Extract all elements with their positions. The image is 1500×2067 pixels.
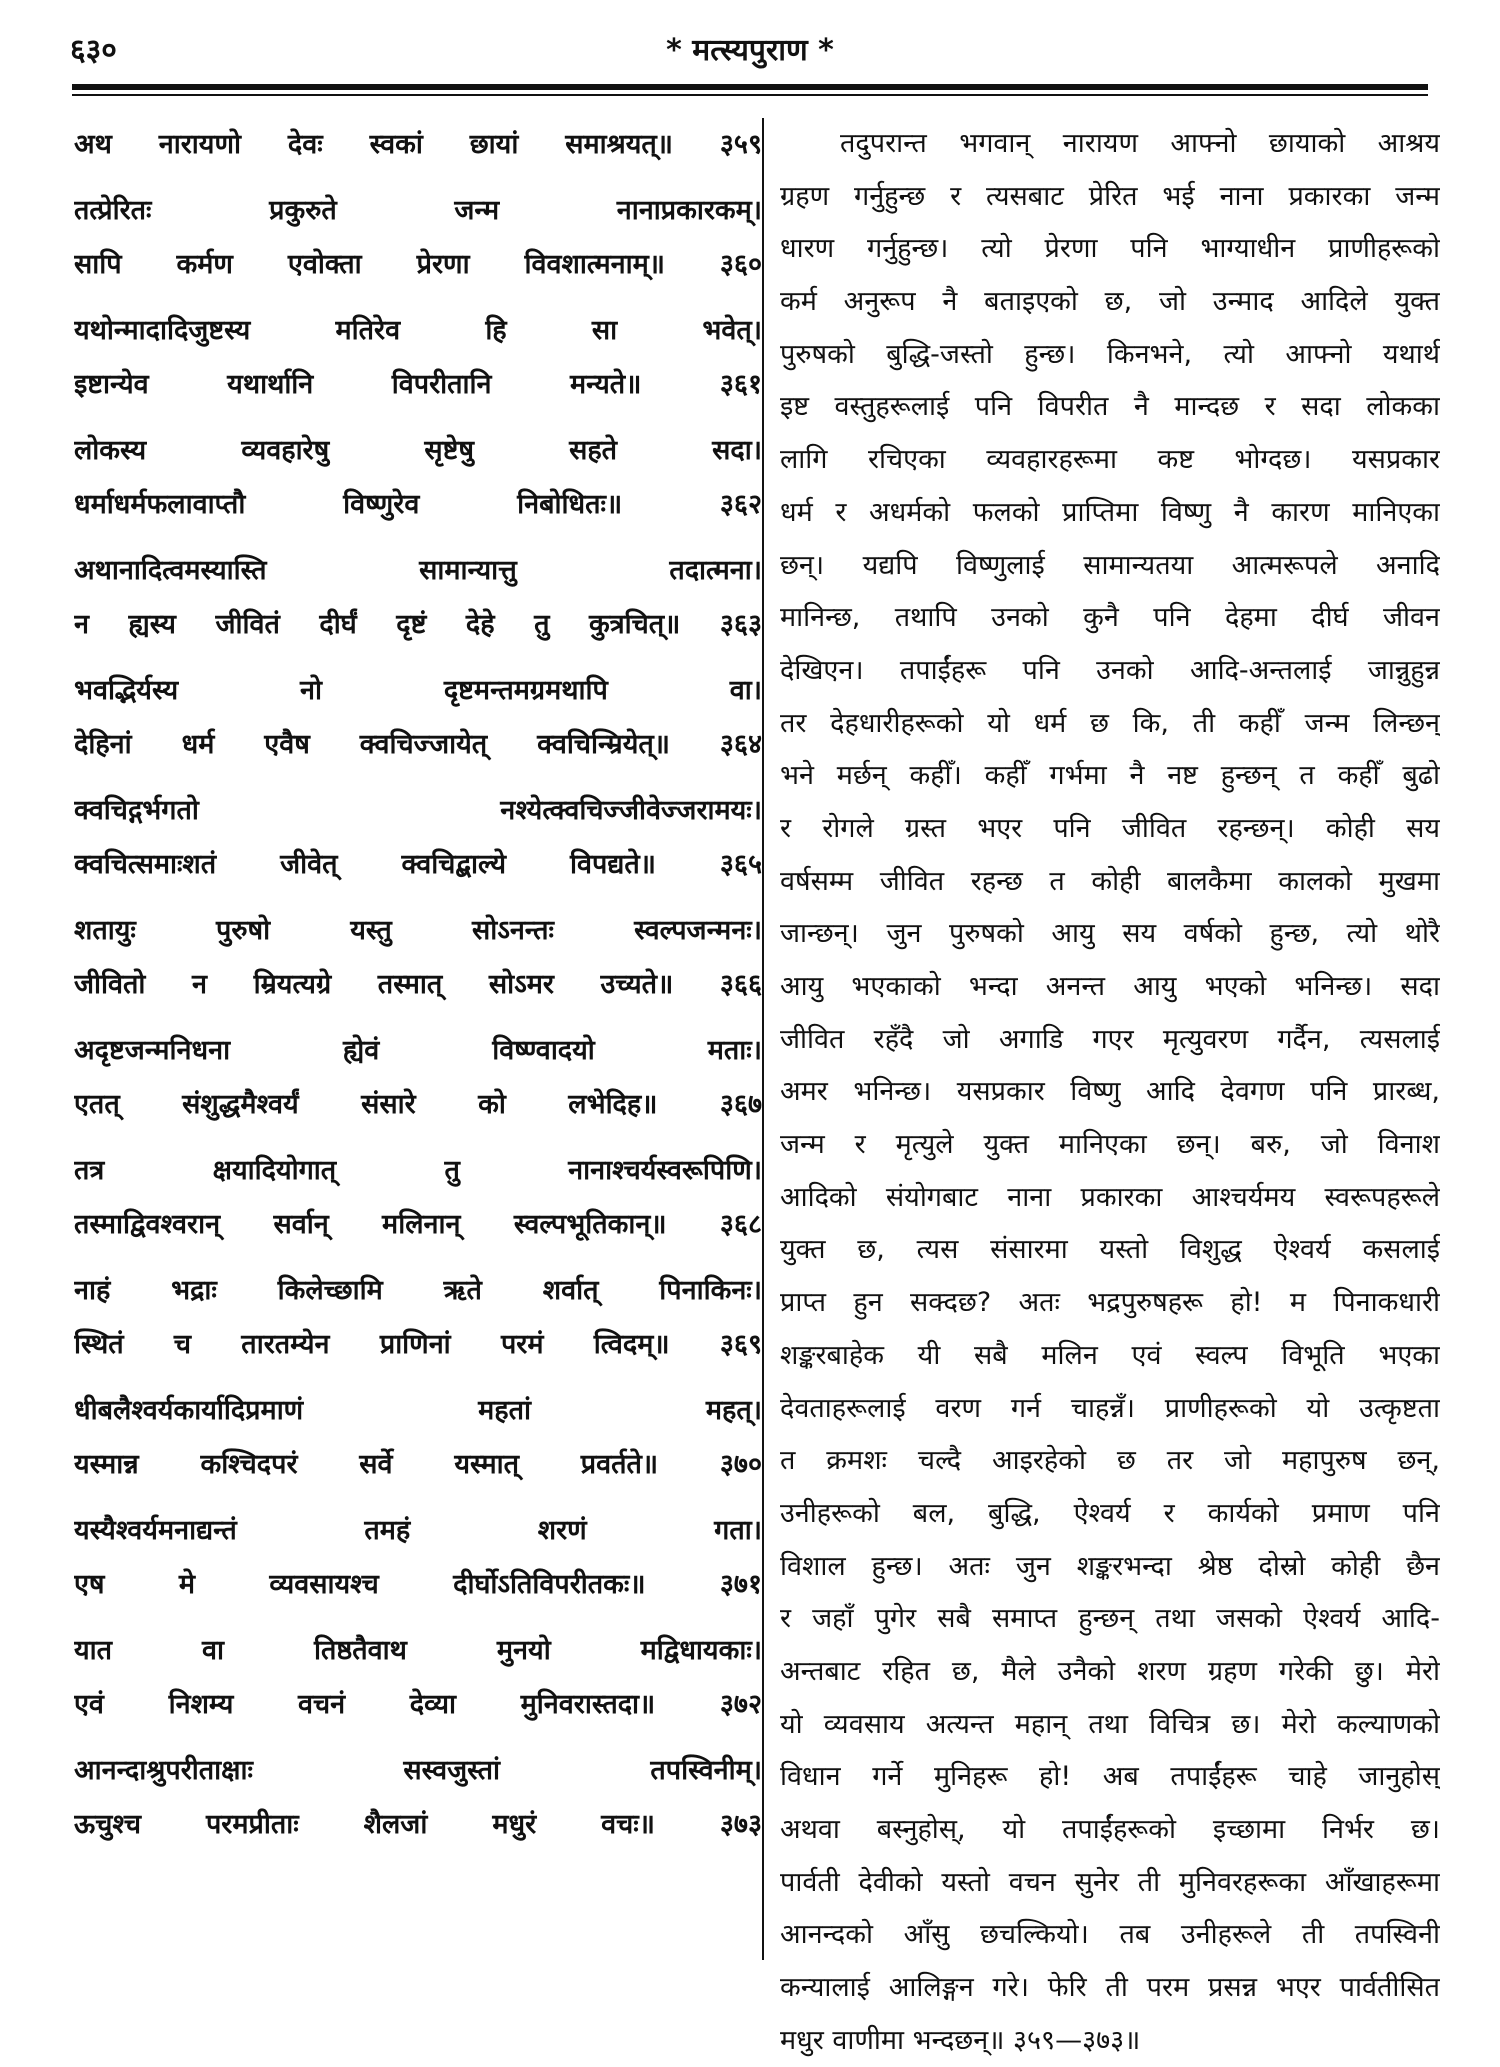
translation-line: तदुपरान्त भगवान् नारायण आफ्नो छायाको आश्रय	[840, 128, 1440, 159]
translation-line: लागि रचिएका व्यवहारहरूमा कष्ट भोग्दछ। यसप्रकार	[780, 444, 1440, 476]
verse-couplet	[74, 1624, 762, 1732]
verse-line: इष्टान्येव यथार्थानि विपरीतानि मन्यते॥ ३६१	[74, 369, 762, 400]
column-divider	[762, 118, 764, 1960]
translation-line: पुरुषको बुद्धि-जस्तो हुन्छ। किनभने, त्यो आफ्नो यथार्थ	[780, 338, 1440, 370]
verse-couplet	[74, 904, 762, 1012]
verse-line: जीवितो न म्रियत्यग्रे तस्मात् सोऽमर उच्यते॥ ३६६	[74, 969, 762, 1000]
verse-line: अथ नारायणो देवः स्वकां छायां समाश्रयत्॥ ३५९	[74, 129, 762, 160]
verse-line: यस्यैश्वर्यमनाद्यन्तं तमहं शरणं गता।	[74, 1515, 762, 1546]
translation-line: देखिएन। तपाईंहरू पनि उनको आदि-अन्तलाई जान्नुहुन्न	[780, 654, 1440, 686]
verse-line: न ह्यस्य जीवितं दीर्घं दृष्टं देहे तु कुत्रचित्॥ ३६३	[74, 609, 762, 640]
translation-line: ग्रहण गर्नुहुन्छ र त्यसबाट प्रेरित भई नाना प्रकारका जन्म	[780, 180, 1440, 212]
verse-line: यथोन्मादादिजुष्टस्य मतिरेव हि सा भवेत्।	[74, 315, 762, 346]
header-rule-thick	[72, 84, 1428, 90]
translation-line: आनन्दको आँसु छचल्कियो। तब उनीहरूले ती तपस्विनी	[780, 1919, 1440, 1951]
nepali-translation-column	[780, 118, 1440, 2067]
translation-line: त क्रमशः चल्दै आइरहेको छ तर जो महापुरुष छन्,	[780, 1445, 1440, 1477]
translation-line: र जहाँ पुगेर सबै समाप्त हुन्छन् तथा जसको ऐश्वर्य आदि-	[780, 1603, 1440, 1635]
translation-line: र रोगले ग्रस्त भएर पनि जीवित रहन्छन्। कोही सय	[780, 812, 1440, 844]
translation-line: शङ्करबाहेक यी सबै मलिन एवं स्वल्प विभूति भएका	[780, 1339, 1440, 1371]
verse-line: धीबलैश्वर्यकार्यादिप्रमाणं महतां महत्।	[74, 1395, 762, 1426]
verse-line: आनन्दाश्रुपरीताक्षाः सस्वजुस्तां तपस्विनीम्।	[74, 1755, 762, 1786]
translation-line: देवताहरूलाई वरण गर्न चाहन्नँ। प्राणीहरूको यो उत्कृष्टता	[780, 1392, 1440, 1424]
page-number: ६३०	[70, 33, 117, 68]
verse-line: लोकस्य व्यवहारेषु सृष्टेषु सहते सदा।	[74, 435, 762, 466]
verse-line: धर्माधर्मफलावाप्तौ विष्णुरेव निबोधितः॥ ३६२	[74, 489, 762, 520]
translation-line: जान्छन्। जुन पुरुषको आयु सय वर्षको हुन्छ, त्यो थोरै	[780, 918, 1440, 950]
verse-line: क्वचित्समाःशतं जीवेत् क्वचिद्बाल्ये विपद्यते॥ ३६५	[74, 849, 762, 880]
translation-line: कर्म अनुरूप नै बताइएको छ, जो उन्माद आदिले युक्त	[780, 286, 1440, 318]
translation-line: प्राप्त हुन सक्दछ? अतः भद्रपुरुषहरू हो! म पिनाकधारी	[780, 1287, 1440, 1319]
translation-line: जीवित रहँदै जो अगाडि गएर मृत्युवरण गर्दैन, त्यसलाई	[780, 1023, 1440, 1055]
translation-line: भने मर्छन् कहीँ। कहीँ गर्भमा नै नष्ट हुन्छन् त कहीँ बुढो	[780, 760, 1440, 792]
translation-line: अन्तबाट रहित छ, मैले उनैको शरण ग्रहण गरेकी छु। मेरो	[780, 1655, 1440, 1687]
verse-line: देहिनां धर्म एवैष क्वचिज्जायेत् क्वचिन्म्रियेत्॥ ३६४	[74, 729, 762, 760]
verse-line: यस्मान्न कश्चिदपरं सर्वे यस्मात् प्रवर्तते॥ ३७०	[74, 1449, 762, 1480]
verse-couplet	[74, 664, 762, 772]
verse-couplet	[74, 1744, 762, 1852]
verse-line: भवद्भिर्यस्य नो दृष्टमन्तमग्रमथापि वा।	[74, 675, 762, 706]
verse-couplet	[74, 784, 762, 892]
translation-line: आयु भएकाको भन्दा अनन्त आयु भएको भनिन्छ। सदा	[780, 971, 1440, 1002]
verse-couplet	[74, 424, 762, 532]
verse-line: अदृष्टजन्मनिधना ह्येवं विष्ण्वादयो मताः।	[74, 1035, 762, 1066]
verse-couplet	[74, 118, 762, 172]
translation-line: धर्म र अधर्मको फलको प्राप्तिमा विष्णु नै कारण मानिएका	[780, 496, 1440, 528]
translation-line: कन्यालाई आलिङ्गन गरे। फेरि ती परम प्रसन्न भएर पार्वतीसित	[780, 1972, 1440, 2004]
translation-line: धारण गर्नुहुन्छ। त्यो प्रेरणा पनि भाग्याधीन प्राणीहरूको	[780, 233, 1440, 265]
translation-line: पार्वती देवीको यस्तो वचन सुनेर ती मुनिवरहरूका आँखाहरूमा	[780, 1866, 1440, 1898]
translation-line: आदिको संयोगबाट नाना प्रकारका आश्चर्यमय स्वरूपहरूले	[780, 1181, 1440, 1213]
translation-line: इष्ट वस्तुहरूलाई पनि विपरीत नै मान्दछ र सदा लोकका	[780, 391, 1440, 423]
verse-line: एवं निशम्य वचनं देव्या मुनिवरास्तदा॥ ३७२	[74, 1689, 762, 1720]
verse-line: एष मे व्यवसायश्च दीर्घोऽतिविपरीतकः॥ ३७१	[74, 1569, 762, 1600]
header-rule-thin	[72, 94, 1428, 96]
translation-line: यो व्यवसाय अत्यन्त महान् तथा विचित्र छ। मेरो कल्याणको	[780, 1708, 1440, 1740]
translation-line: मधुर वाणीमा भन्दछन्॥ ३५९—३७३॥	[780, 2024, 1141, 2056]
verse-line: तस्माद्विवश्वरान् सर्वान् मलिनान् स्वल्पभूतिकान्॥ ३६८	[74, 1209, 762, 1240]
translation-line: अमर भनिन्छ। यसप्रकार विष्णु आदि देवगण पनि प्रारब्ध,	[780, 1076, 1440, 1108]
verse-line: शतायुः पुरुषो यस्तु सोऽनन्तः स्वल्पजन्मनः।	[74, 915, 762, 946]
translation-line: जन्म र मृत्युले युक्त मानिएका छन्। बरु, जो विनाश	[780, 1129, 1440, 1161]
verse-line: सापि कर्मण एवोक्ता प्रेरणा विवशात्मनाम्॥ ३६०	[74, 249, 762, 280]
verse-line: तत्प्रेरितः प्रकुरुते जन्म नानाप्रकारकम्।	[74, 195, 762, 226]
translation-line: छन्। यद्यपि विष्णुलाई सामान्यतया आत्मरूपले अनादि	[780, 549, 1440, 581]
verse-couplet	[74, 1264, 762, 1372]
verse-line: अथानादित्वमस्यास्ति सामान्यात्तु तदात्मना।	[74, 555, 762, 586]
verse-line: स्थितं च तारतम्येन प्राणिनां परमं त्विदम्॥ ३६९	[74, 1329, 762, 1360]
translation-line: वर्षसम्म जीवित रहन्छ त कोही बालकैमा कालको मुखमा	[780, 865, 1440, 897]
verse-line: यात वा तिष्ठतैवाथ मुनयो मद्विधायकाः।	[74, 1635, 762, 1666]
verse-line: ऊचुश्च परमप्रीताः शैलजां मधुरं वचः॥ ३७३	[74, 1809, 762, 1840]
translation-line: उनीहरूको बल, बुद्धि, ऐश्वर्य र कार्यको प्रमाण पनि	[780, 1497, 1440, 1529]
verse-line: तत्र क्षयादियोगात् तु नानाश्चर्यस्वरूपिणि।	[74, 1155, 762, 1186]
verse-couplet	[74, 544, 762, 652]
translation-line: विशाल हुन्छ। अतः जुन शङ्करभन्दा श्रेष्ठ दोस्रो कोही छैन	[780, 1550, 1440, 1582]
translation-line: मानिन्छ, तथापि उनको कुनै पनि देहमा दीर्घ जीवन	[780, 602, 1440, 634]
translation-line: तर देहधारीहरूको यो धर्म छ कि, ती कहीँ जन्म लिन्छन्	[780, 707, 1440, 739]
verse-couplet	[74, 1384, 762, 1492]
verse-couplet	[74, 1144, 762, 1252]
verse-line: क्वचिद्गर्भगतो नश्येत्क्वचिज्जीवेज्जरामयः।	[74, 795, 762, 826]
verse-couplet	[74, 1504, 762, 1612]
verse-couplet	[74, 304, 762, 412]
sanskrit-verse-column	[74, 118, 762, 1852]
verse-line: एतत् संशुद्धमैश्वर्यं संसारे को लभेदिह॥ ३६७	[74, 1089, 762, 1120]
translation-line: विधान गर्ने मुनिहरू हो! अब तपाईंहरू चाहे जानुहोस्	[780, 1761, 1440, 1793]
verse-line: नाहं भद्राः किलेच्छामि ऋते शर्वात् पिनाकिनः।	[74, 1275, 762, 1306]
translation-line: युक्त छ, त्यस संसारमा यस्तो विशुद्ध ऐश्वर्य कसलाई	[780, 1234, 1440, 1266]
verse-couplet	[74, 1024, 762, 1132]
verse-couplet	[74, 184, 762, 292]
running-title: * मत्स्यपुराण *	[666, 33, 834, 68]
translation-line: अथवा बस्नुहोस्, यो तपाईंहरूको इच्छामा निर्भर छ।	[780, 1814, 1440, 1845]
